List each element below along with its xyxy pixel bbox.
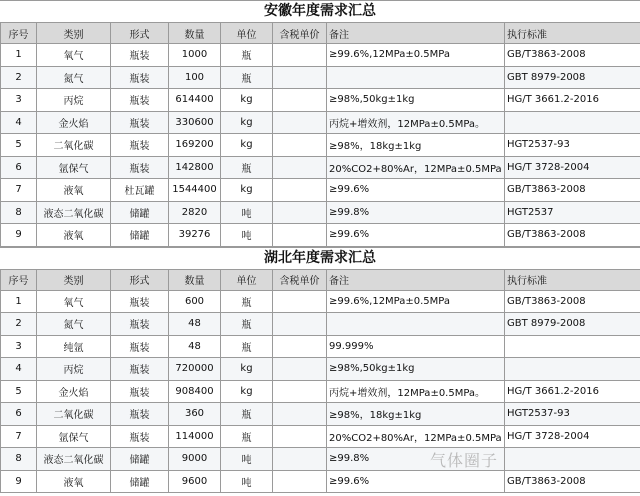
table-cell: kg [221,134,273,157]
table-row [1,380,640,403]
table-cell: 二氧化碳 [37,134,111,157]
table-cell: 瓶装 [111,156,169,179]
column-header: 备注 [327,269,505,290]
table-cell: 氩保气 [37,156,111,179]
section-title: 湖北年度需求汇总 [0,247,640,269]
column-header: 单位 [221,23,273,44]
table-cell: ≥98%,50kg±1kg [327,89,505,112]
header-row [1,269,640,290]
table-row [1,335,640,358]
column-header: 序号 [1,269,37,290]
table-row [1,44,640,67]
table-cell: GBT 8979-2008 [505,313,640,336]
table-row [1,89,640,112]
table-cell [273,358,327,381]
table-row [1,66,640,89]
table-cell [273,201,327,224]
table-cell [273,425,327,448]
table-cell: 3 [1,89,37,112]
table-cell: 4 [1,111,37,134]
table-cell: 液态二氧化碳 [37,448,111,471]
table-row [1,448,640,471]
table-cell: ≥98%，18kg±1kg [327,403,505,426]
table-cell [273,380,327,403]
table-cell: 瓶装 [111,44,169,67]
table-cell: GB/T3863-2008 [505,179,640,202]
table-cell: 丙烷+增效剂，12MPa±0.5MPa。 [327,111,505,134]
table-cell: 114000 [169,425,221,448]
table-cell [273,448,327,471]
table-cell: 杜瓦罐 [111,179,169,202]
table-cell: 614400 [169,89,221,112]
demand-table [0,22,640,247]
table-cell: 瓶装 [111,89,169,112]
table-cell [327,66,505,89]
table-cell: ≥99.6%,12MPa±0.5MPa [327,290,505,313]
table-cell: 二氧化碳 [37,403,111,426]
table-cell: 1544400 [169,179,221,202]
table-cell: 储罐 [111,470,169,493]
table-cell: 瓶装 [111,111,169,134]
column-header: 执行标准 [505,23,640,44]
table-cell: 142800 [169,156,221,179]
table-row [1,425,640,448]
table-cell [505,111,640,134]
table-cell: 9600 [169,470,221,493]
table-cell: 瓶 [221,290,273,313]
table-row [1,134,640,157]
table-cell [273,111,327,134]
table-cell: 瓶 [221,403,273,426]
table-cell: 氮气 [37,66,111,89]
table-cell: 7 [1,425,37,448]
table-cell: 7 [1,179,37,202]
table-cell: 吨 [221,224,273,247]
demand-table [0,269,640,494]
table-cell: 48 [169,313,221,336]
table-cell: 1 [1,44,37,67]
table-cell: HGT2537-93 [505,403,640,426]
column-header: 序号 [1,23,37,44]
table-cell: 5 [1,380,37,403]
column-header: 形式 [111,23,169,44]
table-cell: 纯氩 [37,335,111,358]
table-cell: 瓶装 [111,313,169,336]
column-header: 数量 [169,269,221,290]
table-cell [273,44,327,67]
table-cell: 液氧 [37,470,111,493]
table-cell [273,290,327,313]
table-cell: 金火焰 [37,111,111,134]
table-cell: 169200 [169,134,221,157]
table-row [1,111,640,134]
table-cell: 4 [1,358,37,381]
table-cell: 液氧 [37,179,111,202]
table-cell: 1 [1,290,37,313]
table-cell: HG/T 3728-2004 [505,425,640,448]
table-cell [273,179,327,202]
table-cell: 6 [1,403,37,426]
column-header: 形式 [111,269,169,290]
table-cell: 液氧 [37,224,111,247]
section-title: 安徽年度需求汇总 [0,0,640,22]
table-cell [273,335,327,358]
table-cell [273,89,327,112]
table-cell: 2 [1,313,37,336]
table-row [1,224,640,247]
table-row [1,403,640,426]
watermark: 气体圈子 [430,451,499,470]
table-cell: HG/T 3661.2-2016 [505,380,640,403]
table-cell: 9 [1,470,37,493]
table-cell: HG/T 3728-2004 [505,156,640,179]
table-cell: 6 [1,156,37,179]
table-cell: 储罐 [111,448,169,471]
table-cell: 瓶装 [111,134,169,157]
table-cell: 8 [1,448,37,471]
table-cell: 20%CO2+80%Ar，12MPa±0.5MPa [327,156,505,179]
column-header: 单位 [221,269,273,290]
table-cell: 吨 [221,448,273,471]
table-cell: ≥98%，18kg±1kg [327,134,505,157]
table-cell: 瓶装 [111,335,169,358]
table-cell: 液态二氧化碳 [37,201,111,224]
table-cell: 瓶装 [111,380,169,403]
table-cell: 908400 [169,380,221,403]
table-cell: 金火焰 [37,380,111,403]
table-row [1,470,640,493]
table-cell: 720000 [169,358,221,381]
table-cell: 3 [1,335,37,358]
table-row [1,156,640,179]
table-cell [273,313,327,336]
table-cell: ≥98%,50kg±1kg [327,358,505,381]
table-cell: 360 [169,403,221,426]
column-header: 备注 [327,23,505,44]
table-cell: 39276 [169,224,221,247]
table-cell: ≥99.6% [327,470,505,493]
table-cell [273,134,327,157]
column-header: 执行标准 [505,269,640,290]
table-cell: 吨 [221,201,273,224]
table-cell: ≥99.8% [327,201,505,224]
table-cell: 储罐 [111,224,169,247]
table-cell: 丙烷+增效剂，12MPa±0.5MPa。 [327,380,505,403]
table-cell: 8 [1,201,37,224]
table-cell: kg [221,111,273,134]
table-cell [273,403,327,426]
table-cell [327,313,505,336]
table-row [1,201,640,224]
table-cell [505,335,640,358]
table-cell: 2820 [169,201,221,224]
table-cell: HGT2537 [505,201,640,224]
table-cell [505,358,640,381]
table-cell: 储罐 [111,201,169,224]
table-cell: 9 [1,224,37,247]
table-cell: ≥99.6% [327,224,505,247]
table-cell: 1000 [169,44,221,67]
table-cell: HGT2537-93 [505,134,640,157]
table-cell: 瓶 [221,425,273,448]
table-cell: 瓶装 [111,358,169,381]
table-cell: 100 [169,66,221,89]
table-cell: GB/T3863-2008 [505,224,640,247]
table-cell: kg [221,179,273,202]
header-row [1,23,640,44]
table-cell: 9000 [169,448,221,471]
table-cell: GB/T3863-2008 [505,290,640,313]
table-cell: kg [221,380,273,403]
table-row [1,313,640,336]
column-header: 含税单价 [273,269,327,290]
table-cell [505,448,640,471]
table-cell: 瓶 [221,156,273,179]
table-cell: 瓶 [221,335,273,358]
table-cell: 瓶 [221,66,273,89]
table-cell: GBT 8979-2008 [505,66,640,89]
table-cell: 瓶装 [111,425,169,448]
table-cell: 瓶 [221,313,273,336]
table-cell: 氮气 [37,313,111,336]
table-cell: 99.999% [327,335,505,358]
table-cell: ≥99.6% [327,179,505,202]
table-cell: HG/T 3661.2-2016 [505,89,640,112]
table-cell: GB/T3863-2008 [505,44,640,67]
table-cell: 氧气 [37,44,111,67]
table-cell: 瓶装 [111,403,169,426]
column-header: 类别 [37,23,111,44]
column-header: 数量 [169,23,221,44]
table-cell: ≥99.6%,12MPa±0.5MPa [327,44,505,67]
table-cell: 瓶 [221,44,273,67]
table-cell: GB/T3863-2008 [505,470,640,493]
table-cell: 丙烷 [37,358,111,381]
table-cell: kg [221,89,273,112]
table-cell: 48 [169,335,221,358]
table-cell: 氧气 [37,290,111,313]
table-cell: 瓶装 [111,290,169,313]
table-cell [273,224,327,247]
table-cell: 氩保气 [37,425,111,448]
column-header: 含税单价 [273,23,327,44]
table-cell: 600 [169,290,221,313]
table-cell: 20%CO2+80%Ar，12MPa±0.5MPa [327,425,505,448]
table-cell: 丙烷 [37,89,111,112]
table-row [1,179,640,202]
table-cell [273,66,327,89]
table-row [1,358,640,381]
table-cell [273,470,327,493]
table-cell: 瓶装 [111,66,169,89]
table-cell: ≥99.8% [327,448,505,471]
table-cell: kg [221,358,273,381]
column-header: 类别 [37,269,111,290]
table-cell: 330600 [169,111,221,134]
table-cell: 5 [1,134,37,157]
table-cell: 2 [1,66,37,89]
table-row [1,290,640,313]
table-cell [273,156,327,179]
table-cell: 吨 [221,470,273,493]
